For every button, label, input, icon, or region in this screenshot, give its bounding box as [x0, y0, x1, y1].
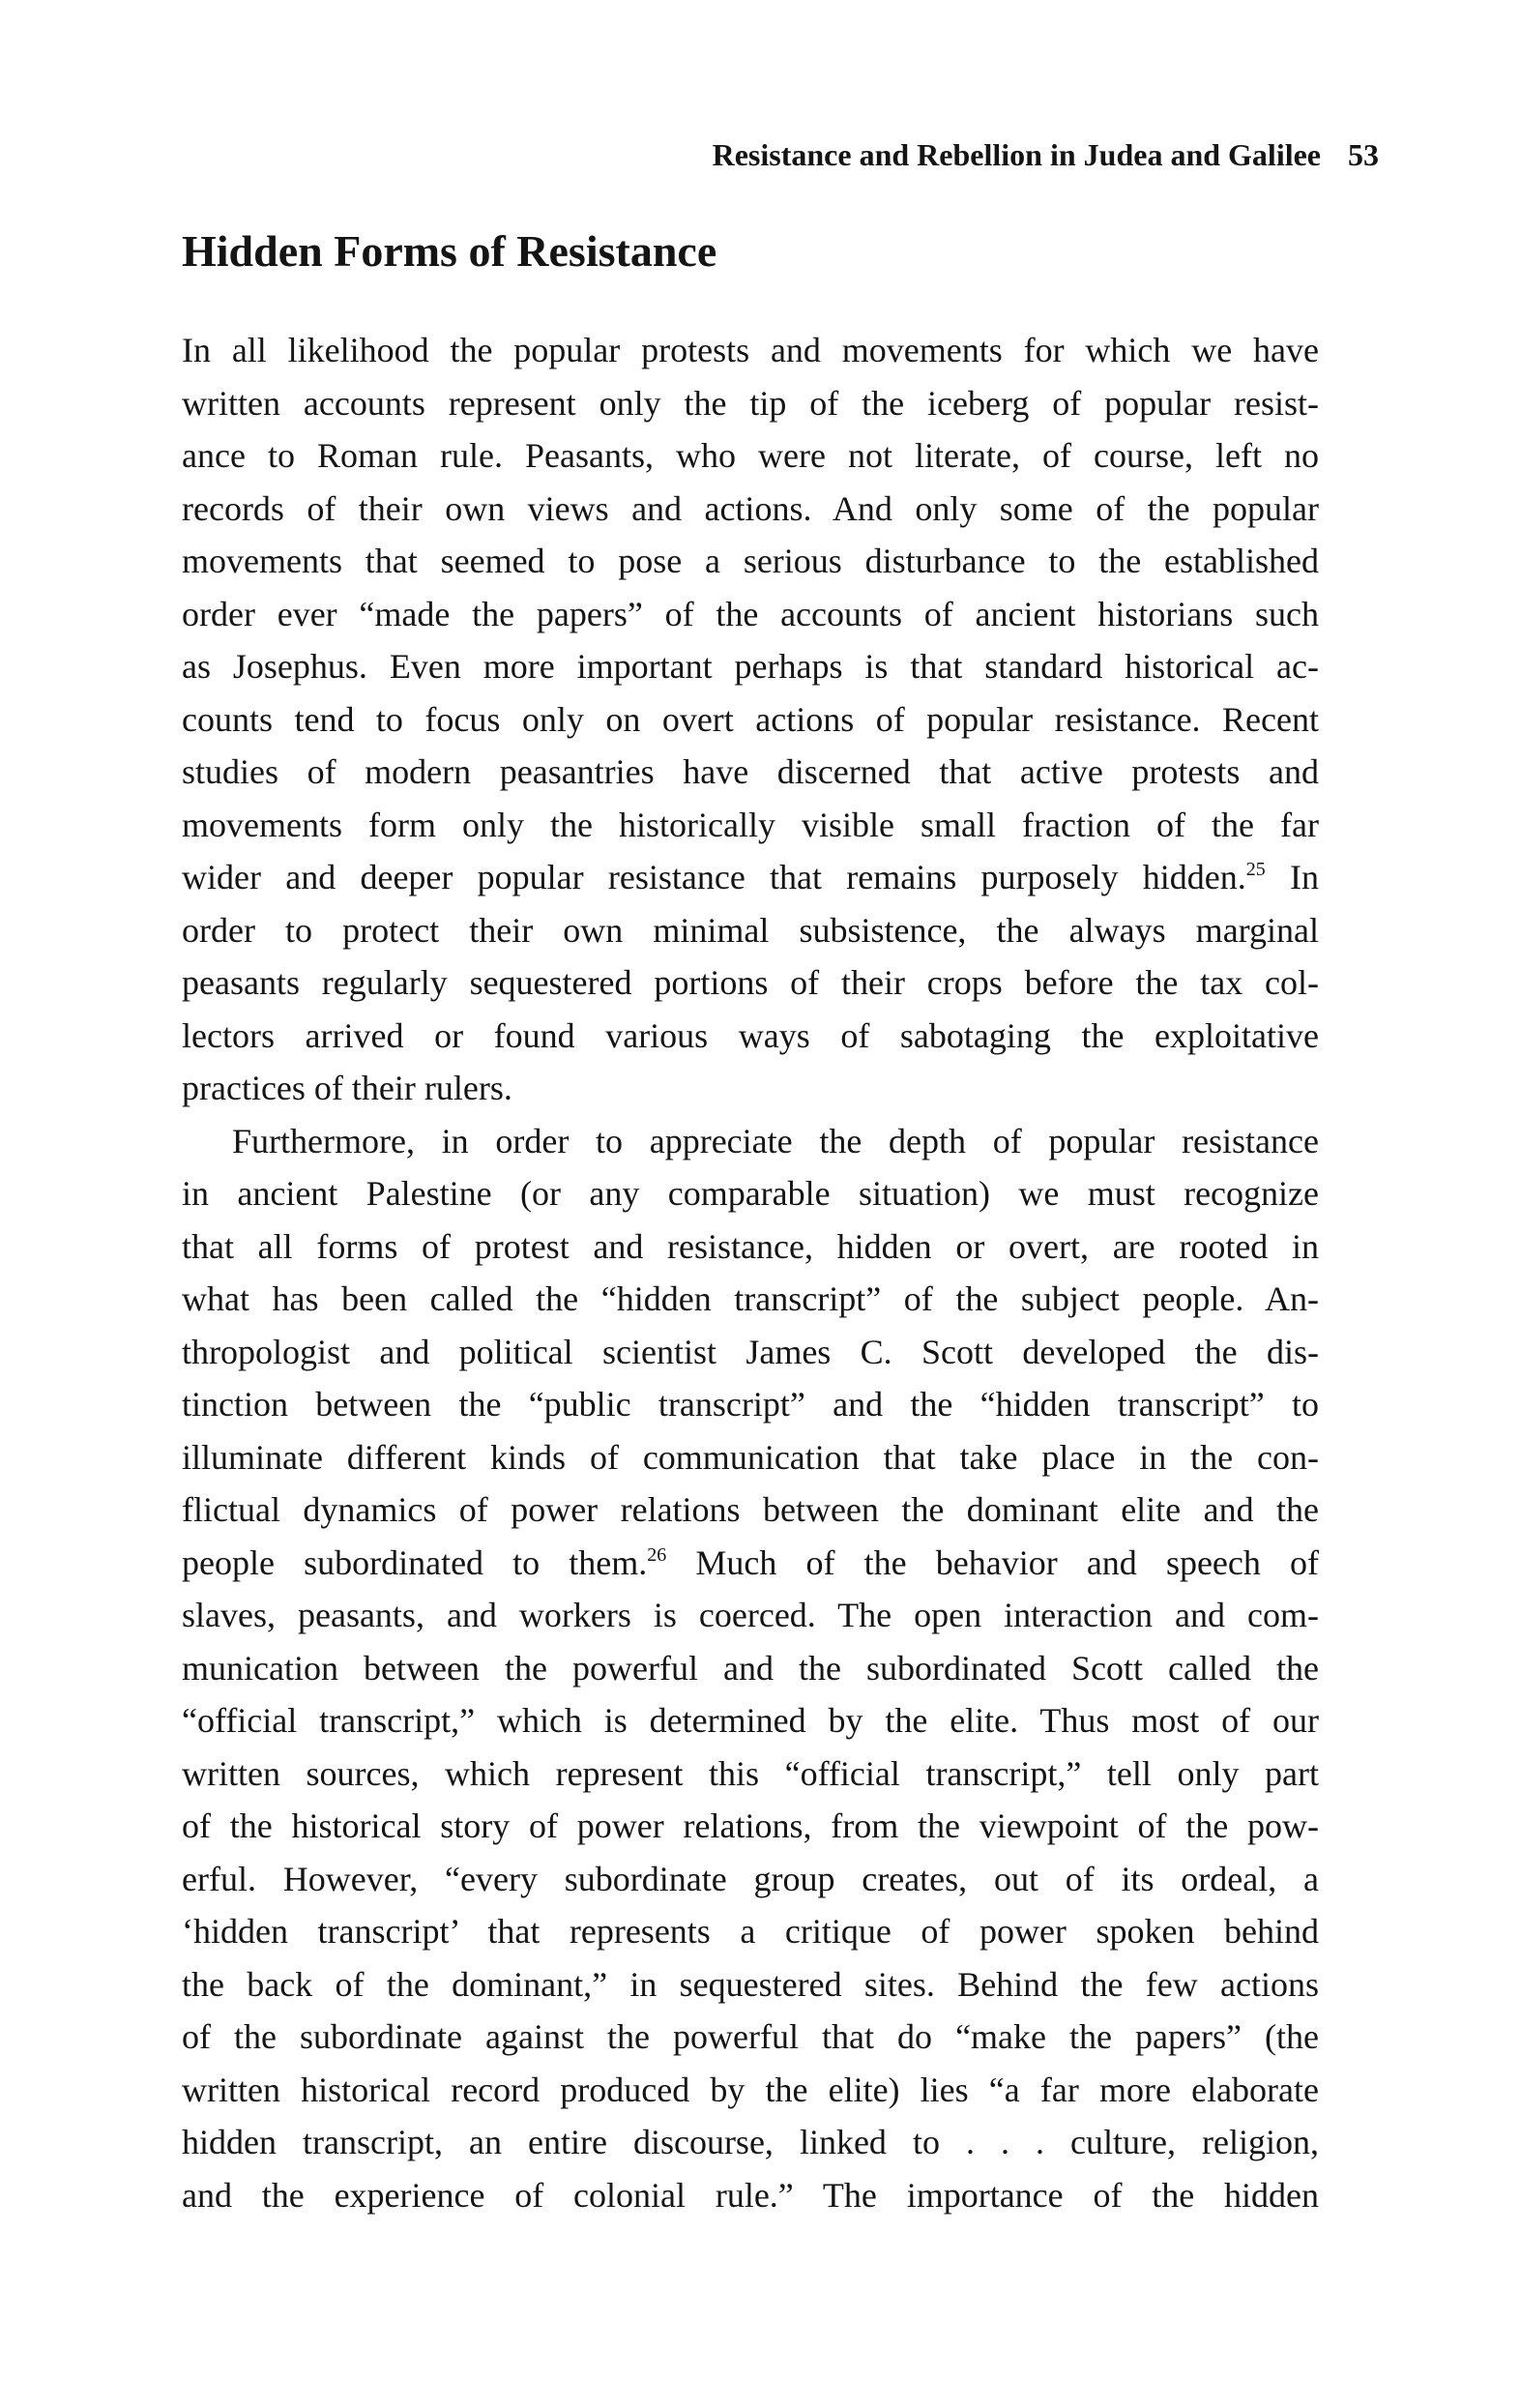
text-line: tinction between the “public transcript” and the “hidden transcript” to [182, 1385, 1319, 1424]
text-line: of the subordinate against the powerful that do “make the papers” (the [182, 2017, 1319, 2056]
text-line: thropologist and political scientist James C. Scott developed the dis- [182, 1332, 1319, 1371]
paragraph-2 [182, 1115, 1319, 2222]
page-number: 53 [1348, 137, 1379, 172]
text-line: ance to Roman rule. Peasants, who were not literate, of course, left no [182, 436, 1319, 475]
text-line: written accounts represent only the tip of the iceberg of popular resist- [182, 383, 1319, 423]
line-text: people subordinated to them. [182, 1542, 648, 1582]
line-text: Much of the behavior and speech of [666, 1542, 1319, 1582]
text-line: illuminate different kinds of communication that take place in the con- [182, 1437, 1319, 1477]
section-heading: Hidden Forms of Resistance [182, 226, 717, 276]
text-line: lectors arrived or found various ways of sabotaging the exploitative [182, 1015, 1319, 1055]
text-line: In all likelihood the popular protests and movements for which we have [182, 331, 1319, 369]
text-line-with-note [182, 851, 1319, 904]
text-line: erful. However, “every subordinate group creates, out of its ordeal, a [182, 1859, 1319, 1898]
text-line: peasants regularly sequestered portions of their crops before the tax col- [182, 963, 1319, 1002]
text-line: “official transcript,” which is determined by the elite. Thus most of our [182, 1701, 1319, 1740]
text-line: practices of their rulers. [182, 1069, 512, 1107]
text-line: in ancient Palestine (or any comparable situation) we must recognize [182, 1174, 1319, 1213]
text-line: ‘hidden transcript’ that represents a critique of power spoken behind [182, 1912, 1319, 1951]
line-text: In [1265, 858, 1319, 896]
text-line: as Josephus. Even more important perhaps is that standard historical ac- [182, 647, 1319, 686]
text-line: what has been called the “hidden transcript” of the subject people. An- [182, 1279, 1319, 1318]
text-line: movements form only the historically visible small fraction of the far [182, 805, 1319, 844]
text-line: the back of the dominant,” in sequestered sites. Behind the few actions [182, 1964, 1319, 2004]
text-line: records of their own views and actions. And only some of the popular [182, 488, 1319, 528]
text-line: flictual dynamics of power relations between the dominant elite and the [182, 1490, 1319, 1529]
text-line: munication between the powerful and the subordinated Scott called the [182, 1648, 1319, 1688]
text-line: movements that seemed to pose a serious disturbance to the established [182, 542, 1319, 580]
text-line: order to protect their own minimal subsistence, the always marginal [182, 910, 1319, 950]
text-line: Furthermore, in order to appreciate the depth of popular resistance [232, 1121, 1319, 1160]
paragraph-1 [182, 324, 1319, 1115]
text-line: written sources, which represent this “official transcript,” tell only part [182, 1753, 1319, 1793]
running-title: Resistance and Rebellion in Judea and Galilee [712, 137, 1321, 172]
text-line: written historical record produced by the elite) lies “a far more elaborate [182, 2070, 1319, 2109]
text-line: hidden transcript, an entire discourse, linked to . . . culture, religion, [182, 2123, 1319, 2161]
footnote-ref-25: 25 [1245, 859, 1266, 880]
text-line: and the experience of colonial rule.” The importance of the hidden [182, 2175, 1319, 2215]
text-line-with-note [182, 1537, 1319, 1590]
line-text: wider and deeper popular resistance that remains purposely hidden. [182, 858, 1246, 896]
body-text [182, 324, 1319, 2221]
text-line: slaves, peasants, and workers is coerced. The open interaction and com- [182, 1596, 1319, 1634]
text-line: counts tend to focus only on overt actions of popular resistance. Recent [182, 699, 1319, 739]
text-line: that all forms of protest and resistance, hidden or overt, are rooted in [182, 1226, 1319, 1266]
footnote-ref-26: 26 [647, 1543, 667, 1566]
text-line: studies of modern peasantries have discerned that active protests and [182, 752, 1319, 791]
text-line: of the historical story of power relations, from the viewpoint of the pow- [182, 1806, 1319, 1845]
running-head [182, 135, 1379, 174]
text-line: order ever “made the papers” of the accounts of ancient historians such [182, 594, 1319, 633]
